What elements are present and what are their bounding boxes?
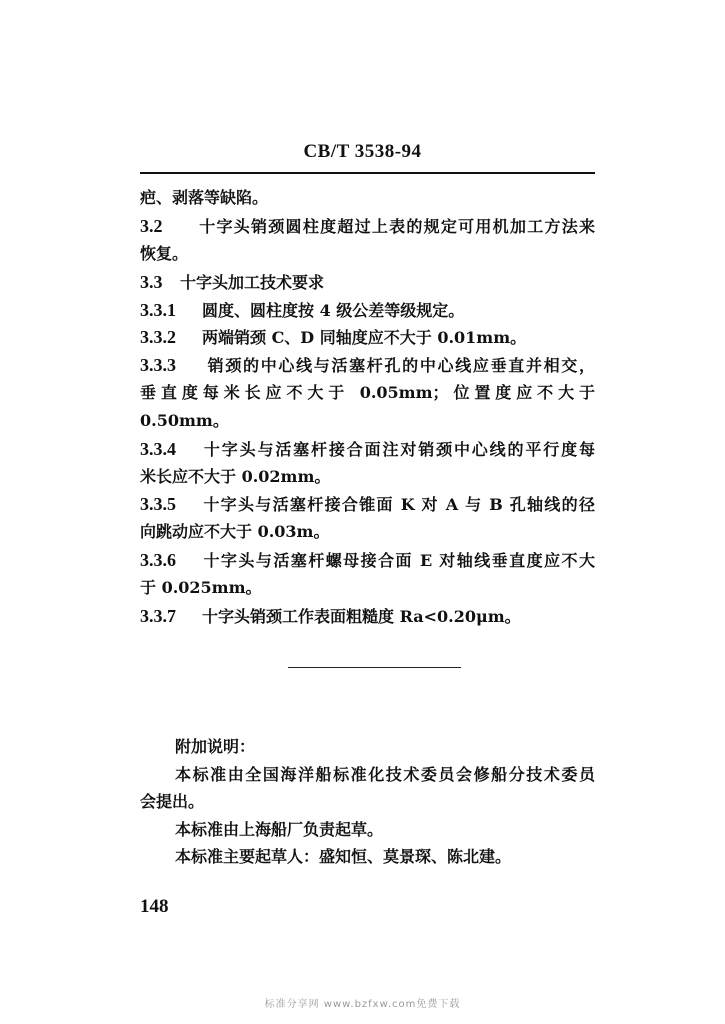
section-3-3-5-line-2: 向跳动应不大于 0.03m。 <box>140 522 330 541</box>
section-3-3-2-text: 两端销颈 C、D 同轴度应不大于 0.01mm。 <box>202 328 527 347</box>
continued-text: 疤、剥落等缺陷。 <box>140 188 269 207</box>
header-rule <box>140 172 595 174</box>
section-3-3-5-number: 3.3.5 <box>140 494 176 514</box>
section-3-2-line-1 <box>140 215 595 238</box>
section-3-3-4-line-1 <box>140 438 595 461</box>
standard-number-header: CB/T 3538-94 <box>303 141 422 162</box>
section-3-3-5-line-1 <box>140 493 595 516</box>
section-3-2-line-2: 恢复。 <box>140 244 189 263</box>
section-3-3-6-line-1 <box>140 549 595 572</box>
section-3-3-6-line-2: 于 0.025mm。 <box>140 578 262 597</box>
additional-notes-line-2: 会提出。 <box>140 792 205 811</box>
section-3-2-text: 十字头销颈圆柱度超过上表的规定可用机加工方法来 <box>198 217 595 236</box>
section-3-3 <box>140 271 324 294</box>
section-3-3-7 <box>140 605 521 628</box>
section-3-3-4-number: 3.3.4 <box>140 439 176 459</box>
additional-notes-line-3: 本标准由上海船厂负责起草。 <box>175 820 384 839</box>
section-3-3-6-text: 十字头与活塞杆螺母接合面 E 对轴线垂直度应不大 <box>202 551 595 570</box>
end-of-text-rule <box>288 667 461 668</box>
additional-notes-line-4: 本标准主要起草人：盛知恒、莫景琛、陈北建。 <box>175 847 512 866</box>
section-3-3-7-number: 3.3.7 <box>140 606 176 626</box>
section-3-3-5-text: 十字头与活塞杆接合锥面 K 对 A 与 B 孔轴线的径 <box>202 495 595 514</box>
section-3-3-4-text: 十字头与活塞杆接合面注对销颈中心线的平行度每 <box>202 440 595 459</box>
section-3-2-number: 3.2 <box>140 216 163 236</box>
section-3-3-1-number: 3.3.1 <box>140 300 176 320</box>
section-3-3-4-line-2: 米长应不大于 0.02mm。 <box>140 467 331 486</box>
section-3-3-3-line-3: 0.50mm。 <box>140 411 229 430</box>
section-3-3-7-text: 十字头销颈工作表面粗糙度 Ra<0.20μm。 <box>202 607 521 626</box>
section-3-3-number: 3.3 <box>140 272 163 292</box>
section-3-3-3-number: 3.3.3 <box>140 355 176 375</box>
additional-notes-title: 附加说明： <box>175 737 256 756</box>
page-number: 148 <box>140 896 169 917</box>
section-3-3-6-number: 3.3.6 <box>140 550 176 570</box>
section-3-3-1-text: 圆度、圆柱度按 4 级公差等级规定。 <box>202 301 465 320</box>
additional-notes-line-1: 本标准由全国海洋船标准化技术委员会修船分技术委员 <box>175 765 595 784</box>
section-3-3-2-number: 3.3.2 <box>140 327 176 347</box>
section-3-3-title: 十字头加工技术要求 <box>180 273 325 292</box>
section-3-3-2 <box>140 326 526 349</box>
section-3-3-3-line-2: 垂直度每米长应不大于 0.05mm；位置度应不大于 <box>140 383 595 402</box>
section-3-3-3-text: 销颈的中心线与活塞杆孔的中心线应垂直并相交， <box>206 356 595 375</box>
section-3-3-3-line-1 <box>140 354 595 377</box>
section-3-3-1 <box>140 299 464 322</box>
watermark: 标准分享网 www.bzfxw.com免费下载 <box>264 999 461 1010</box>
